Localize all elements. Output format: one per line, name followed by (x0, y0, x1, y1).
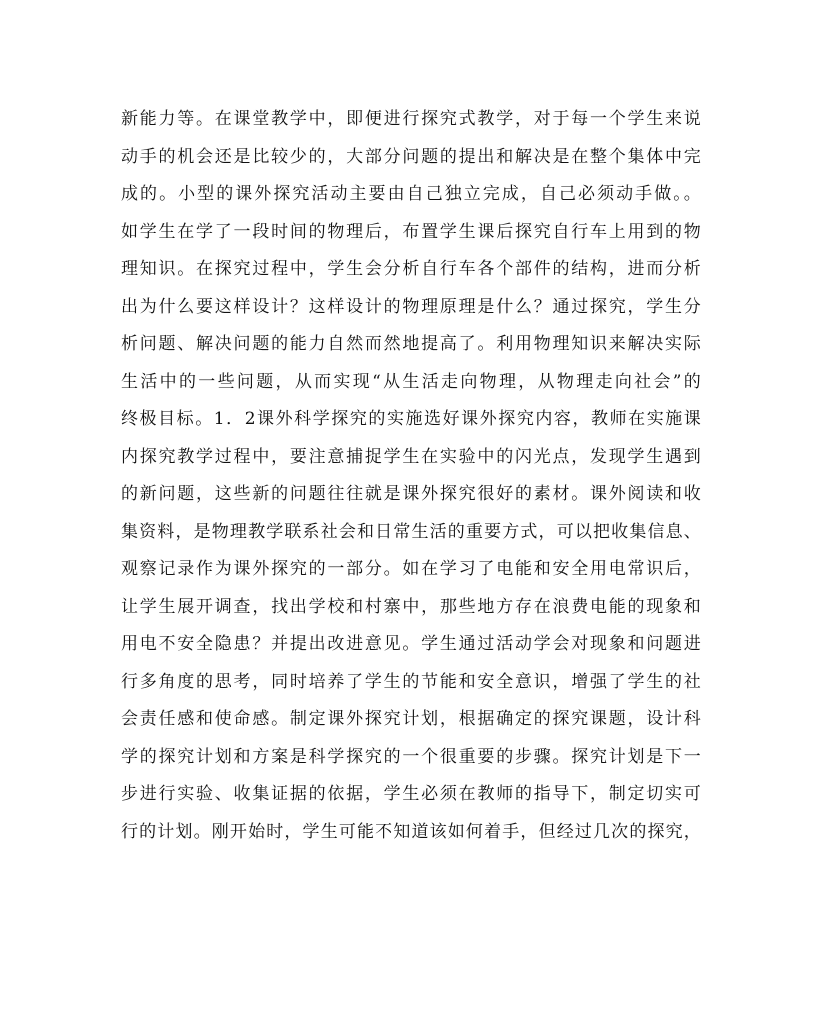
text-line: 行多角度的思考，同时培养了学生的节能和安全意识，增强了学生的社 (121, 671, 701, 692)
text-line: 行的计划。刚开始时，学生可能不知道该如何着手，但经过几次的探究， (121, 821, 701, 842)
text-line: 新能力等。在课堂教学中，即便进行探究式教学，对于每一个学生来说 (121, 109, 701, 129)
text-line: 的新问题，这些新的问题往往就是课外探究很好的素材。课外阅读和收 (121, 484, 701, 504)
text-line: 让学生展开调查，找出学校和村寨中，那些地方存在浪费电能的现象和 (121, 596, 701, 617)
text-line: 出为什么要这样设计？这样设计的物理原理是什么？通过探究，学生分 (121, 296, 701, 317)
text-line: 内探究教学过程中，要注意捕捉学生在实验中的闪光点，发现学生遇到 (121, 446, 701, 467)
text-line: 理知识。在探究过程中，学生会分析自行车各个部件的结构，进而分析 (121, 259, 701, 279)
text-line: 用电不安全隐患？并提出改进意见。学生通过活动学会对现象和问题进 (121, 634, 701, 654)
text-line: 动手的机会还是比较少的，大部分问题的提出和解决是在整个集体中完 (121, 146, 701, 167)
text-line: 析问题、解决问题的能力自然而然地提高了。利用物理知识来解决实际 (121, 334, 701, 354)
text-line: 观察记录作为课外探究的一部分。如在学习了电能和安全用电常识后， (121, 559, 701, 579)
text-line: 学的探究计划和方案是科学探究的一个很重要的步骤。探究计划是下一 (121, 746, 701, 767)
text-line: 会责任感和使命感。制定课外探究计划，根据确定的探究课题，设计科 (121, 709, 701, 729)
text-line: 步进行实验、收集证据的依据，学生必须在教师的指导下，制定切实可 (121, 784, 701, 804)
text-line: 成的。小型的课外探究活动主要由自己独立完成，自己必须动手做。。 (121, 184, 701, 204)
text-line: 生活中的一些问题，从而实现“从生活走向物理，从物理走向社会”的 (121, 371, 701, 392)
text-line: 集资料，是物理教学联系社会和日常生活的重要方式，可以把收集信息、 (121, 521, 701, 542)
text-line: 如学生在学了一段时间的物理后，布置学生课后探究自行车上用到的物 (121, 221, 701, 242)
body-text (121, 101, 701, 851)
text-line: 终极目标。1．2课外科学探究的实施选好课外探究内容，教师在实施课 (121, 409, 701, 429)
